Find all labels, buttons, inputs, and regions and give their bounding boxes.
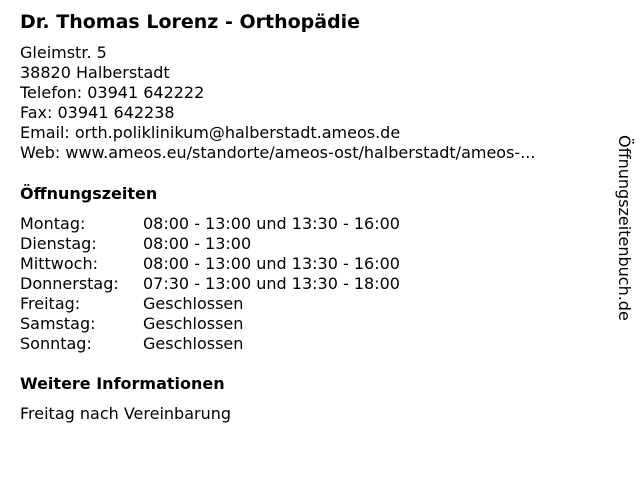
- opening-hours-table: [20, 214, 400, 354]
- day-label: Donnerstag:: [20, 274, 119, 293]
- watermark-text: Öffnungszeitenbuch.de: [615, 135, 634, 321]
- address-city: 38820 Halberstadt: [20, 63, 170, 82]
- day-hours: 07:30 - 13:00 und 13:30 - 18:00: [143, 274, 400, 293]
- hours-row: [20, 274, 400, 294]
- day-hours: Geschlossen: [143, 294, 244, 313]
- day-label: Montag:: [20, 214, 86, 233]
- day-label: Dienstag:: [20, 234, 97, 253]
- page-title: Dr. Thomas Lorenz - Orthopädie: [20, 11, 361, 33]
- day-label: Mittwoch:: [20, 254, 98, 273]
- day-label: Sonntag:: [20, 334, 92, 353]
- hours-row: [20, 294, 400, 314]
- fax-number: Fax: 03941 642238: [20, 103, 175, 122]
- day-hours: 08:00 - 13:00 und 13:30 - 16:00: [143, 254, 400, 273]
- site-watermark: [613, 135, 635, 335]
- opening-hours-heading: Öffnungszeiten: [20, 184, 158, 203]
- website-url: Web: www.ameos.eu/standorte/ameos-ost/halberstadt/ameos-...: [20, 143, 536, 162]
- further-info-heading: Weitere Informationen: [20, 374, 225, 393]
- day-label: Freitag:: [20, 294, 81, 313]
- day-hours: Geschlossen: [143, 334, 244, 353]
- contact-block: [20, 43, 535, 163]
- day-hours: Geschlossen: [143, 314, 244, 333]
- day-hours: 08:00 - 13:00 und 13:30 - 16:00: [143, 214, 400, 233]
- hours-row: [20, 334, 400, 354]
- phone-number: Telefon: 03941 642222: [20, 83, 205, 102]
- day-hours: 08:00 - 13:00: [143, 234, 252, 253]
- hours-row: [20, 234, 400, 254]
- hours-row: [20, 214, 400, 234]
- address-street: Gleimstr. 5: [20, 43, 107, 62]
- hours-row: [20, 314, 400, 334]
- further-info-text: Freitag nach Vereinbarung: [20, 404, 232, 423]
- day-label: Samstag:: [20, 314, 96, 333]
- hours-row: [20, 254, 400, 274]
- email-address: Email: orth.poliklinikum@halberstadt.ameos.de: [20, 123, 401, 142]
